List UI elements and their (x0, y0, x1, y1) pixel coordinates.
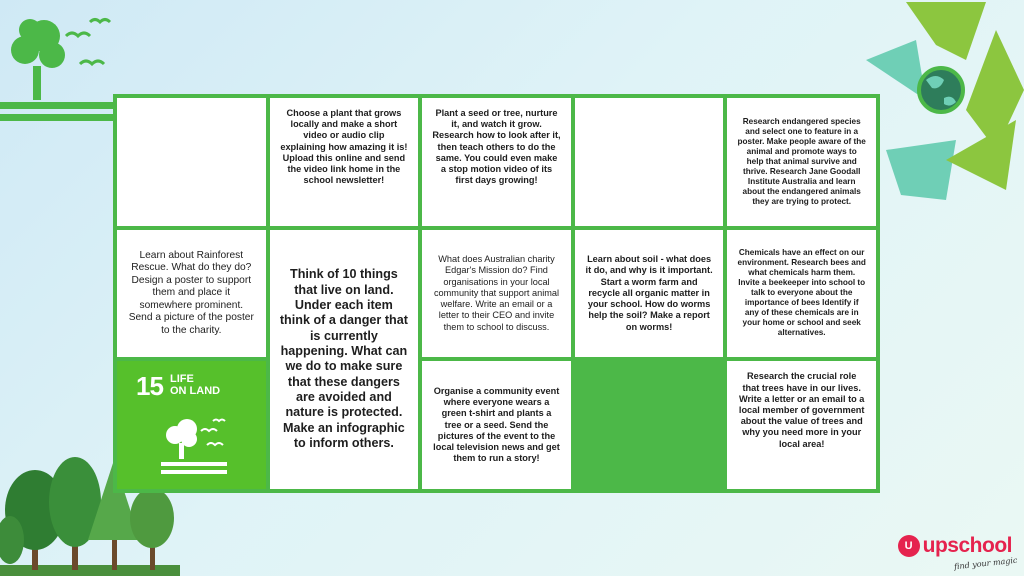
tree-birds-icon (161, 415, 241, 475)
grid-cell-endangered-species: Research endangered species and select one to feature in a poster. Make people aware of the animal and promote ways to help that animal survive and thrive. Research Jane Goodall Institute Australia and learn about the endangered animals they are trying to protect. (727, 98, 876, 226)
grid-cell-rainforest-rescue: Learn about Rainforest Rescue. What do they do? Design a poster to support them and place it somewhere prominent. Send a picture of the poster to the charity. (117, 230, 266, 358)
activity-grid (113, 94, 880, 493)
brand-name: upschool (922, 534, 1012, 557)
grid-cell-empty (575, 98, 724, 226)
sdg-15-tile (117, 361, 266, 489)
grid-cell-green-filler (575, 361, 724, 489)
grid-cell-trees-role: Research the crucial role that trees have in our lives. Write a letter or an email to a local member of government about the value of trees and why you need more in your local area! (727, 361, 876, 489)
brand-tagline: find your magic (954, 555, 1019, 572)
grid-cell-empty (117, 98, 266, 226)
grid-cell-ten-things: Think of 10 things that live on land. Under each item think of a danger that is currently happening. What can we do to make sure that these dangers are avoided and nature is protected. Make an infographic to inform others. (270, 230, 419, 489)
grid-cell-soil-worms: Learn about soil - what does it do, and why is it important. Start a worm farm and recycle all organic matter in your school. How do worms help the soil? Make a report on worms! (575, 230, 724, 358)
upschool-logo (898, 534, 1012, 558)
grid-cell-plant-video: Choose a plant that grows locally and make a short video or audio clip explaining how amazing it is! Upload this online and send the video link home in the school newsletter! (270, 98, 419, 226)
grid-cell-bees-chemicals: Chemicals have an effect on our environment. Research bees and what chemicals harm them. Invite a beekeeper into school to talk to everyone about the importance of bees Identify if any of these chemicals are in your home or school and seek alternatives. (727, 230, 876, 358)
grid-cell-community-event: Organise a community event where everyone wears a green t-shirt and plants a tree or a seed. Send the pictures of the event to the local television news and get them to run a story! (422, 361, 571, 489)
grid-cell-plant-seed: Plant a seed or tree, nurture it, and watch it grow. Research how to look after it, then teach others to do the same. You could even make a stop motion video of its first days growing! (422, 98, 571, 226)
grid-cell-edgars-mission: What does Australian charity Edgar's Mission do? Find organisations in your local community that support animal welfare. Write an email or a letter to their CEO and invite them to school to discuss. (422, 230, 571, 358)
sdg-number: 15 (136, 371, 163, 402)
sdg-title: LIFE ON LAND (170, 373, 221, 397)
upschool-logo-icon: U (898, 535, 920, 557)
